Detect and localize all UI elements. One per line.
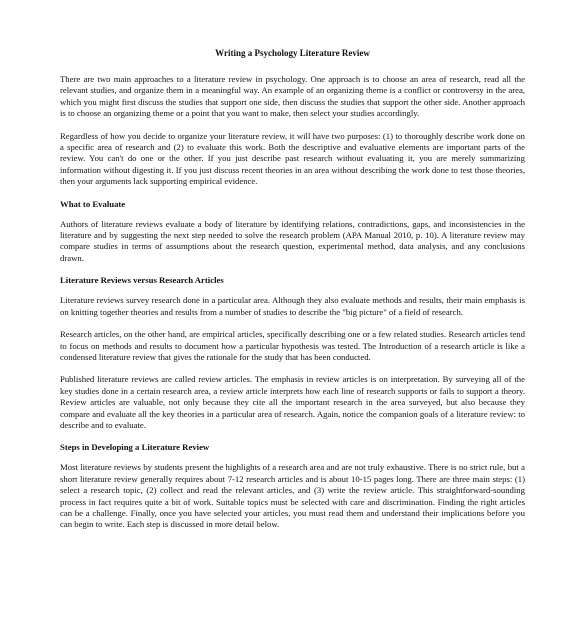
section-heading-what-to-evaluate: What to Evaluate	[60, 198, 126, 209]
document-title: Writing a Psychology Literature Review	[215, 48, 370, 58]
steps-paragraph: Most literature reviews by students present the highlights of a research area and are not truly exhaustive. There is no strict rule, but a short literature review generally requires about 7-12 research articles and is about 10-15 pages long. There are three main steps: (1) select a research topic, (2) collect and read the relevant articles, and (3) write the review article. This straightforward-sounding process in fact requires quite a bit of work. Suitable topics must be selected with care and discrimination. Finding the right articles can be a challenge. Finally, once you have selected your articles, you must read them and understand their implications before you can begin to write. Each step is discussed in more detail below.	[60, 462, 525, 530]
reviews-vs-articles-paragraph-1: Literature reviews survey research done in a particular area. Although they also evaluate methods and results, their main emphasis is on knitting together theories and results from a number of studies to describe the "big picture" of a field of research.	[60, 295, 525, 317]
reviews-vs-articles-paragraph-3: Published literature reviews are called review articles. The emphasis in review articles is on interpretation. By surveying all of the key studies done in a certain research area, a review article interprets how each line of research supports or fails to support a theory. Review articles are valuable, not only because they cite all the important research in the area surveyed, but also because they compare and evaluate all the key theories in a particular area of research. Again, notice the companion goals of a literature review: to describe and to evaluate.	[60, 374, 525, 430]
reviews-vs-articles-paragraph-2: Research articles, on the other hand, are empirical articles, specifically describing one or a few related studies. Research articles tend to focus on methods and results to document how a particular hypothesis was tested. The Introduction of a research article is like a condensed literature review that gives the rationale for the study that has been conducted.	[60, 329, 525, 362]
what-to-evaluate-paragraph: Authors of literature reviews evaluate a body of literature by identifying relations, contradictions, gaps, and inconsistencies in the literature and by suggesting the next step needed to solve the research problem (APA Manual 2010, p. 10). A literature review may compare studies in terms of assumptions about the research question, experimental method, data analysis, and any conclusions drawn.	[60, 218, 525, 263]
intro-paragraph-2: Regardless of how you decide to organize your literature review, it will have two purposes: (1) to thoroughly describe work done on a specific area of research and (2) to evaluate this work. Both the descriptive and evaluative elements are important parts of the review. You can't do one or the other. If you just describe past research without evaluating it, you are merely summarizing information without digesting it. If you just discuss recent theories in an area without describing the work done to test those theories, then your arguments lack supporting empirical evidence.	[60, 130, 525, 187]
intro-paragraph-1: There are two main approaches to a literature review in psychology. One approach is to choose an area of research, read all the relevant studies, and organize them in a meaningful way. An example of an organizing theme is a conflict or controversy in the area, which you might first discuss the studies that support one side, then discuss the studies that support the other side. Another approach is to choose an organizing theme or a point that you want to make, then select your studies accordingly.	[60, 74, 525, 119]
section-heading-literature-reviews-versus-research-articles: Literature Reviews versus Research Articles	[60, 275, 224, 286]
document-content	[60, 48, 525, 542]
section-heading-steps-in-developing: Steps in Developing a Literature Review	[60, 442, 210, 453]
